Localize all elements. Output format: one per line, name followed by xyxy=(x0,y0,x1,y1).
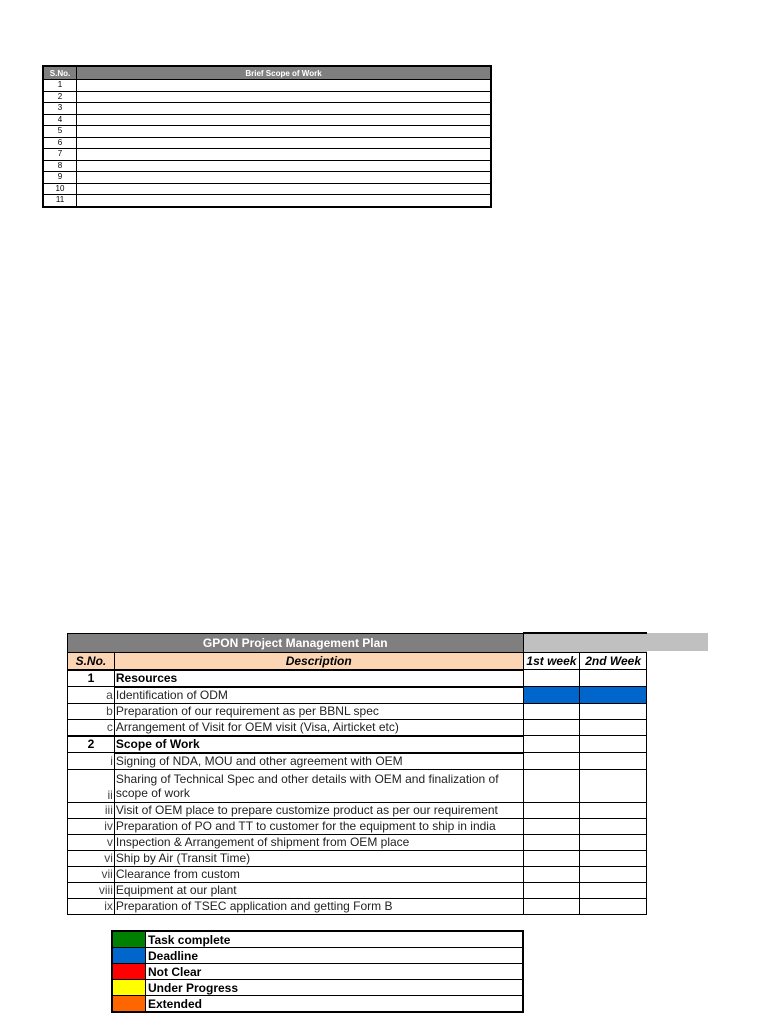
row-number: 6 xyxy=(43,137,77,149)
table-row xyxy=(43,126,491,138)
legend-swatch xyxy=(112,964,146,980)
task-description: Ship by Air (Transit Time) xyxy=(114,850,523,866)
task-description: Signing of NDA, MOU and other agreement with OEM xyxy=(114,753,523,770)
task-description: Inspection & Arrangement of shipment from OEM place xyxy=(114,834,523,850)
column-header-sno: S.No. xyxy=(43,66,77,80)
legend-item xyxy=(112,931,523,948)
legend-item xyxy=(112,996,523,1013)
week1-cell[interactable] xyxy=(523,882,580,898)
week2-cell[interactable] xyxy=(580,882,647,898)
table-row xyxy=(43,172,491,184)
task-row xyxy=(68,850,647,866)
scope-cell[interactable] xyxy=(77,91,492,103)
row-number: 11 xyxy=(43,195,77,207)
table-row xyxy=(43,137,491,149)
section-name: Resources xyxy=(114,670,523,687)
row-number: 2 xyxy=(43,91,77,103)
table-row xyxy=(43,91,491,103)
week1-cell[interactable] xyxy=(523,703,580,719)
scope-cell[interactable] xyxy=(77,114,492,126)
week2-cell[interactable] xyxy=(580,687,647,704)
scope-cell[interactable] xyxy=(77,183,492,195)
column-header-week1: 1st week xyxy=(523,652,580,670)
scope-cell[interactable] xyxy=(77,149,492,161)
week1-cell[interactable] xyxy=(523,866,580,882)
task-row xyxy=(68,703,647,719)
row-number: 7 xyxy=(43,149,77,161)
week2-cell[interactable] xyxy=(580,670,647,687)
task-row xyxy=(68,818,647,834)
task-number: viii xyxy=(68,882,115,898)
scope-cell[interactable] xyxy=(77,126,492,138)
title-gray-bar xyxy=(647,633,708,651)
task-description: Visit of OEM place to prepare customize product as per our requirement xyxy=(114,802,523,818)
week2-cell[interactable] xyxy=(580,703,647,719)
week1-cell[interactable] xyxy=(523,834,580,850)
table-row xyxy=(43,183,491,195)
legend-label: Under Progress xyxy=(146,980,524,996)
task-number: vii xyxy=(68,866,115,882)
task-row xyxy=(68,866,647,882)
week1-cell[interactable] xyxy=(523,802,580,818)
week2-cell[interactable] xyxy=(580,898,647,914)
week1-cell[interactable] xyxy=(523,818,580,834)
row-number: 3 xyxy=(43,103,77,115)
title-extension xyxy=(523,633,646,652)
task-number: ix xyxy=(68,898,115,914)
legend-swatch xyxy=(112,996,146,1013)
legend-swatch xyxy=(112,931,146,948)
scope-cell[interactable] xyxy=(77,137,492,149)
legend-item xyxy=(112,948,523,964)
section-number: 2 xyxy=(68,736,115,753)
task-description: Arrangement of Visit for OEM visit (Visa, Airticket etc) xyxy=(114,719,523,736)
task-number: b xyxy=(68,703,115,719)
row-number: 9 xyxy=(43,172,77,184)
legend-item xyxy=(112,980,523,996)
task-description: Preparation of PO and TT to customer for the equipment to ship in india xyxy=(114,818,523,834)
scope-cell[interactable] xyxy=(77,103,492,115)
week2-cell[interactable] xyxy=(580,818,647,834)
scope-cell[interactable] xyxy=(77,195,492,207)
table-row xyxy=(43,80,491,92)
task-description: Equipment at our plant xyxy=(114,882,523,898)
week2-cell[interactable] xyxy=(580,866,647,882)
row-number: 4 xyxy=(43,114,77,126)
task-number: iii xyxy=(68,802,115,818)
scope-cell[interactable] xyxy=(77,160,492,172)
legend-swatch xyxy=(112,948,146,964)
task-row xyxy=(68,719,647,736)
week1-cell[interactable] xyxy=(523,670,580,687)
task-description: Clearance from custom xyxy=(114,866,523,882)
task-row xyxy=(68,687,647,704)
scope-of-work-table xyxy=(42,65,492,208)
task-row xyxy=(68,753,647,770)
table-row xyxy=(43,103,491,115)
week2-cell[interactable] xyxy=(580,719,647,736)
week2-cell[interactable] xyxy=(580,834,647,850)
gpon-project-plan-table xyxy=(67,632,647,915)
task-number: vi xyxy=(68,850,115,866)
week1-cell[interactable] xyxy=(523,736,580,753)
legend-label: Not Clear xyxy=(146,964,524,980)
column-header-sno: S.No. xyxy=(68,652,115,670)
legend-label: Task complete xyxy=(146,931,524,948)
task-row xyxy=(68,834,647,850)
row-number: 1 xyxy=(43,80,77,92)
legend-swatch xyxy=(112,980,146,996)
legend-label: Extended xyxy=(146,996,524,1013)
scope-cell[interactable] xyxy=(77,172,492,184)
task-number: i xyxy=(68,753,115,770)
task-row xyxy=(68,802,647,818)
section-number: 1 xyxy=(68,670,115,687)
legend-item xyxy=(112,964,523,980)
task-row xyxy=(68,769,647,802)
task-description: Identification of ODM xyxy=(114,687,523,704)
plan-title: GPON Project Management Plan xyxy=(68,633,524,652)
week2-cell[interactable] xyxy=(580,753,647,770)
week1-cell[interactable] xyxy=(523,719,580,736)
week2-cell[interactable] xyxy=(580,769,647,802)
task-description: Sharing of Technical Spec and other details with OEM and finalization of scope of work xyxy=(114,769,523,802)
task-number: c xyxy=(68,719,115,736)
row-number: 8 xyxy=(43,160,77,172)
week1-cell[interactable] xyxy=(523,898,580,914)
week1-cell[interactable] xyxy=(523,850,580,866)
week2-cell[interactable] xyxy=(580,736,647,753)
section-name: Scope of Work xyxy=(114,736,523,753)
table-row xyxy=(43,149,491,161)
column-header-week2: 2nd Week xyxy=(580,652,647,670)
task-number: a xyxy=(68,687,115,704)
scope-cell[interactable] xyxy=(77,80,492,92)
task-description: Preparation of our requirement as per BBNL spec xyxy=(114,703,523,719)
task-description: Preparation of TSEC application and getting Form B xyxy=(114,898,523,914)
table-row xyxy=(43,114,491,126)
row-number: 5 xyxy=(43,126,77,138)
week2-cell[interactable] xyxy=(580,802,647,818)
column-header-brief-scope: Brief Scope of Work xyxy=(77,66,492,80)
legend-label: Deadline xyxy=(146,948,524,964)
week1-cell[interactable] xyxy=(523,753,580,770)
week1-cell[interactable] xyxy=(523,769,580,802)
task-row xyxy=(68,898,647,914)
week1-cell[interactable] xyxy=(523,687,580,704)
column-header-description: Description xyxy=(114,652,523,670)
task-number: iv xyxy=(68,818,115,834)
row-number: 10 xyxy=(43,183,77,195)
task-row xyxy=(68,882,647,898)
section-row xyxy=(68,670,647,687)
task-number: ii xyxy=(68,769,115,802)
table-row xyxy=(43,160,491,172)
table-row xyxy=(43,195,491,207)
section-row xyxy=(68,736,647,753)
task-number: v xyxy=(68,834,115,850)
week2-cell[interactable] xyxy=(580,850,647,866)
status-legend xyxy=(111,930,524,1013)
